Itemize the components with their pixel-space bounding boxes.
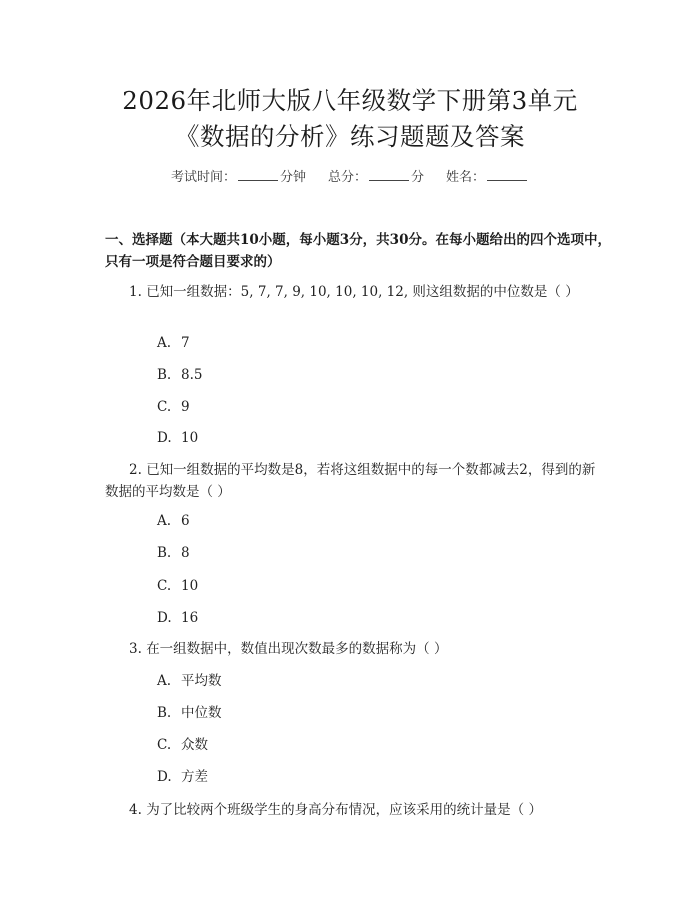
name-blank [487,167,527,181]
score-unit: 分 [411,170,425,185]
question-1 [105,281,600,303]
page-title-line-1: 2026年北师大版八年级数学下册第3单元 [122,86,578,115]
option-2a: A. 6 [157,513,190,529]
question-3 [105,638,600,660]
option-3b: B. 中位数 [157,705,222,721]
option-1a: A. 7 [157,335,190,351]
option-3a: A. 平均数 [157,673,222,689]
question-number: 1. [129,284,142,300]
name-label: 姓名： [446,170,486,185]
score-blank [369,167,409,181]
time-unit: 分钟 [279,170,306,185]
option-1d: D. 10 [157,430,199,446]
question-stem: 为了比较两个班级学生的身高分布情况，应该采用的统计量是（ ） [146,802,542,818]
question-stem: 在一组数据中，数值出现次数最多的数据称为（ ） [146,641,448,657]
question-number: 3. [129,641,142,657]
option-1c: C. 9 [157,399,190,415]
option-1b: B. 8.5 [157,367,203,383]
section-heading: 一、选择题（本大题共10小题，每小题3分，共30分。在每小题给出的四个选项中，只有一项是符合题目要求的） [105,232,611,270]
question-stem: 已知一组数据：5, 7, 7, 9, 10, 10, 10, 12, 则这组数据的中位数是（ ） [146,284,579,300]
page-title-line-2: 《数据的分析》练习题题及答案 [175,122,525,151]
option-3d: D. 方差 [157,769,208,785]
question-number: 4. [129,802,142,818]
time-blank [238,167,278,181]
option-2b: B. 8 [157,545,190,561]
score-label: 总分： [327,170,367,185]
option-2d: D. 16 [157,610,199,626]
time-label: 考试时间： [170,170,236,185]
question-stem: 已知一组数据的平均数是8，若将这组数据中的每一个数都减去2，得到的新数据的平均数是（ ） [105,462,596,500]
exam-meta [0,167,700,188]
option-2c: C. 10 [157,578,199,594]
question-2 [105,459,600,503]
question-number: 2. [129,462,142,478]
question-4 [105,799,600,821]
option-3c: C. 众数 [157,737,208,753]
